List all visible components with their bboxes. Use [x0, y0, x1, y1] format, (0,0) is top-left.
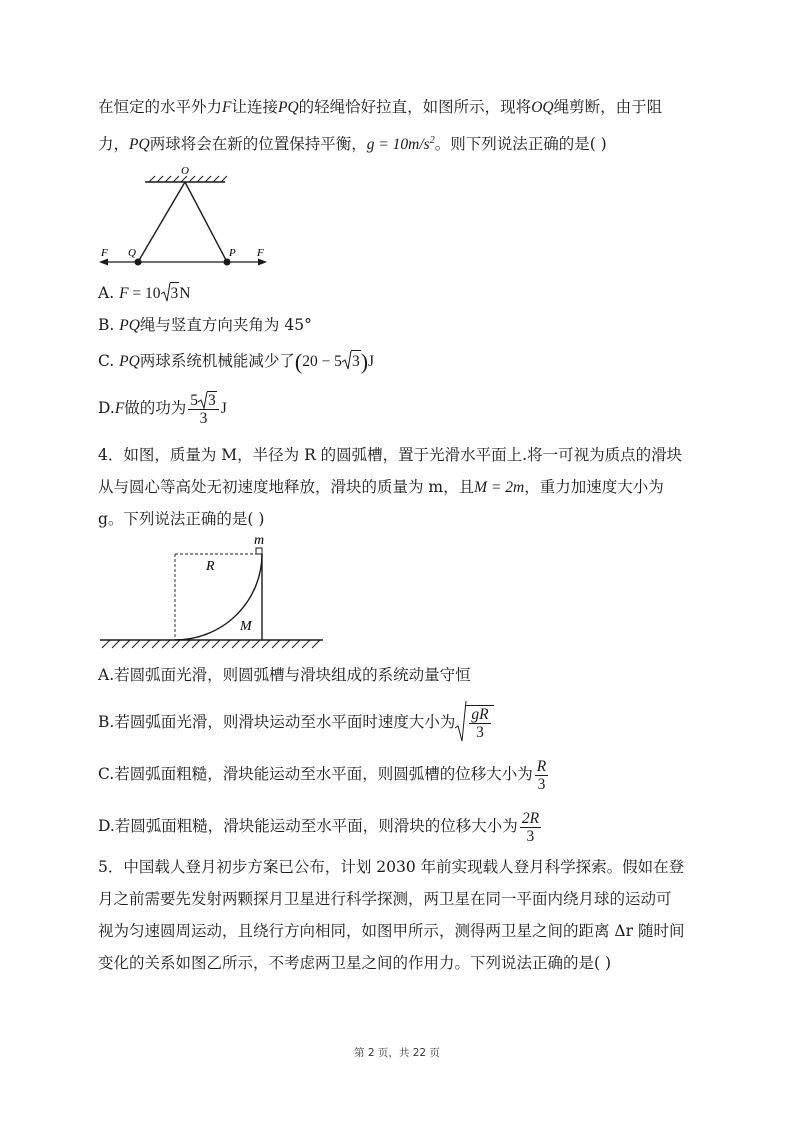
label-F-left: F: [101, 247, 108, 259]
q3-option-b: B. PQ绳与竖直方向夹角为 45°: [98, 316, 312, 334]
q4-option-c: C.若圆弧面粗糙，滑块能运动至水平面，则圆弧槽的位移大小为 $\frac{R}{3}$: [98, 757, 547, 793]
q3-figure: [95, 160, 275, 272]
q3-option-a: A. F = 10 3N: [98, 282, 190, 305]
label-Q: Q: [128, 247, 136, 259]
q4-line2: 从与圆心等高处无初速度地释放，滑块的质量为 m，且M = 2m，重力加速度大小为: [98, 478, 664, 496]
label-m: m: [254, 533, 265, 548]
q5-line3: 视为匀速圆周运动，且绕行方向相同，如图甲所示，测得两卫星之间的距离 Δr 随时间: [98, 922, 685, 940]
q4-figure: [98, 530, 328, 652]
q4-option-a: A.若圆弧面光滑，则圆弧槽与滑块组成的系统动量守恒: [98, 666, 471, 684]
q4-option-d: D.若圆弧面粗糙，滑块能运动至水平面，则滑块的位移大小为 $\frac{2R}{3}$: [98, 809, 540, 845]
label-O: O: [181, 165, 189, 177]
label-R: R: [206, 559, 215, 574]
page-footer: 第 2 页，共 22 页: [354, 1047, 440, 1059]
q4-line1: 4．如图，质量为 M，半径为 R 的圆弧槽，置于光滑水平面上.将一可视为质点的滑块: [98, 446, 683, 464]
q5-line1: 5．中国载人登月初步方案已公布，计划 2030 年前实现载人登月科学探索。假如在登: [98, 858, 685, 876]
q3-option-c: C. PQ两球系统机械能减少了(20 − 5 3)J: [98, 349, 375, 374]
ball-P: [224, 259, 231, 266]
q3-line2: 力，PQ两球将会在新的位置保持平衡，$g = 10m/s^2$。则下列说法正确的是( ): [98, 135, 607, 154]
q4-option-b: B.若圆弧面光滑，则滑块运动至水平面时速度大小为 $\frac{gR}{3}$: [98, 700, 494, 744]
q5-line2: 月之前需要先发射两颗探月卫星进行科学探测，两卫星在同一平面内绕月球的运动可: [98, 890, 672, 908]
q5-line4: 变化的关系如图乙所示，不考虑两卫星之间的作用力。下列说法正确的是( ): [98, 954, 612, 972]
q4-line3: g。下列说法正确的是( ): [98, 510, 265, 528]
label-P: P: [229, 247, 236, 259]
ball-Q: [135, 259, 142, 266]
q3-line1: 在恒定的水平外力F让连接PQ的轻绳恰好拉直，如图所示，现将OQ绳剪断，由于阻: [98, 98, 663, 116]
q3-option-d: D.F做的功为 5 3 3 J: [98, 392, 227, 427]
label-F-right: F: [257, 247, 264, 259]
label-M: M: [240, 619, 252, 634]
